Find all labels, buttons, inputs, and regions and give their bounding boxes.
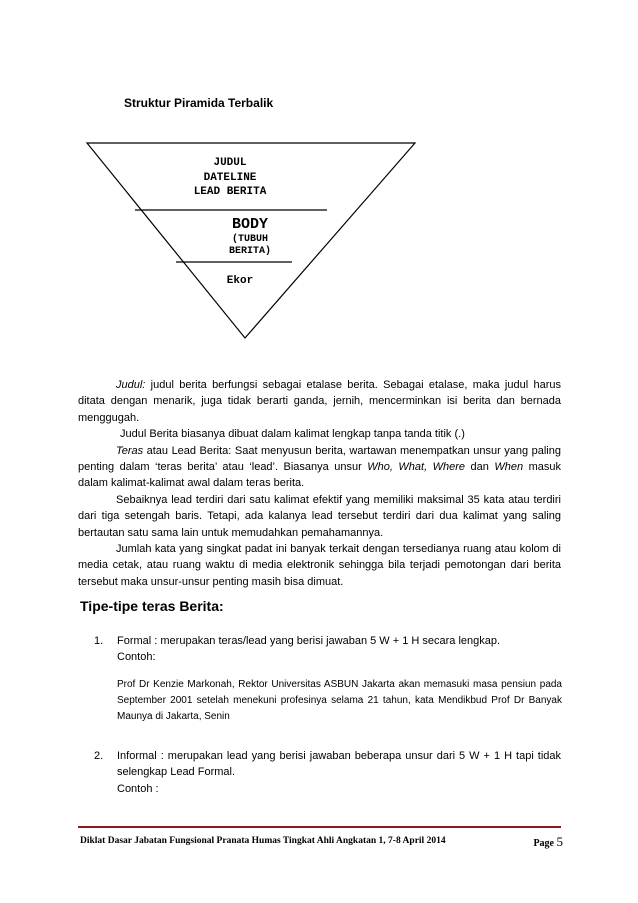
- page-title: Struktur Piramida Terbalik: [124, 96, 274, 110]
- footer: [80, 834, 563, 849]
- paragraph-word-count: Jumlah kata yang singkat padat ini banyak terkait dengan tersedianya ruang atau kolom di media cetak, atau ruang waktu di media elektronik sehingga bila terjadi pemotongan dari berita tersebut maka unsur-unsur penting masih bisa dimuat.: [78, 543, 561, 588]
- pyramid-tail: Ekor: [226, 275, 254, 287]
- pyramid-body-section: [200, 216, 300, 258]
- pyramid-lead: LEAD BERITA: [193, 186, 267, 198]
- example-block: Prof Dr Kenzie Markonah, Rektor Universitas ASBUN Jakarta akan memasuki masa pensiun pada September 2001 setelah menekuni profesinya selama 21 tahun, kata Mendikbud Prof Dr Banyak Maunya di Jakarta, Senin: [117, 679, 562, 722]
- paragraph-judul: Judul: judul berita berfungsi sebagai etalase berita. Sebagai etalase, maka judul harus ditata dengan menarik, juga tidak berarti ganda, jernih, mencerminkan isi berita dan bernada menggugah.: [78, 379, 561, 424]
- pyramid-body-sub2: BERITA): [228, 246, 271, 257]
- footer-text: Diklat Dasar Jabatan Fungsional Pranata Humas Tingkat Ahli Angkatan 1, 7-8 April 2014: [80, 836, 446, 846]
- paragraph-lead-length: Sebaiknya lead terdiri dari satu kalimat efektif yang memiliki maksimal 35 kata atau terdiri dari tiga setengah baris. Tetapi, ada kalanya lead tersebut terdiri dari dua kalimat yang saling bertautan satu sama lain untuk memudahkan pemahamannya.: [78, 493, 561, 539]
- list-item: 1. Formal : merupakan teras/lead yang berisi jawaban 5 W + 1 H secara lengkap. Contoh:: [94, 635, 501, 664]
- pyramid-dateline: DATELINE: [203, 171, 257, 184]
- pyramid-top-section: [175, 156, 285, 200]
- term-teras: Teras: [116, 444, 144, 457]
- section-heading: Tipe-tipe teras Berita:: [80, 598, 224, 614]
- body-text: [78, 377, 561, 590]
- paragraph-judul-note: Judul Berita biasanya dibuat dalam kalimat lengkap tanpa tanda titik (.): [120, 428, 465, 441]
- pyramid-judul: JUDUL: [213, 157, 247, 169]
- page-number: Page 5: [533, 834, 563, 849]
- paragraph-teras: Teras atau Lead Berita: Saat menyusun berita, wartawan menempatkan unsur yang paling penting dalam ‘teras berita’ atau ‘lead’. Biasanya unsur Who, What, Where dan When masuk dalam kalimat-kalimat awal dalam teras berita.: [78, 444, 561, 490]
- list-item: 2. Informal : merupakan lead yang berisi jawaban beberapa unsur dari 5 W + 1 H tapi tidak selengkap Lead Formal. Contoh :: [94, 750, 561, 795]
- term-judul: Judul:: [116, 379, 146, 391]
- pyramid-body-sub: (TUBUH: [231, 234, 268, 245]
- footer-rule: [78, 826, 561, 828]
- inverted-pyramid-diagram: [80, 138, 420, 348]
- pyramid-body-label: BODY: [231, 216, 268, 233]
